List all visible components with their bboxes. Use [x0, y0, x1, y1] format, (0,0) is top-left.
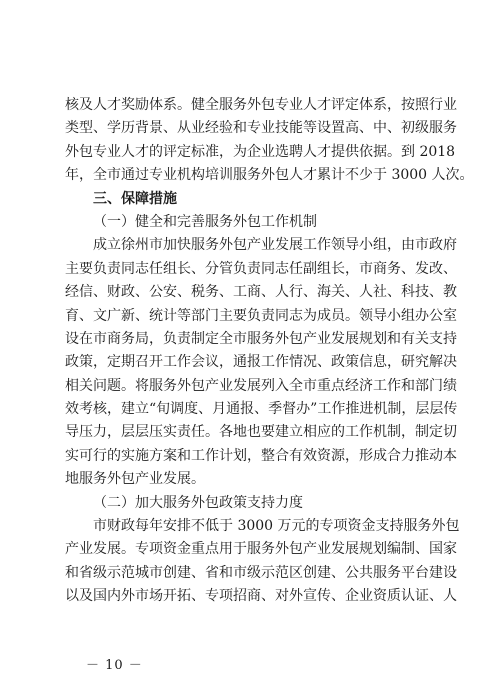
section-heading: 三、保障措施 [93, 190, 177, 207]
text-line: 政策，定期召开工作会议，通报工作情况、政策信息，研究解决 [65, 354, 457, 371]
text-line: 产业发展。专项资金重点用于服务外包产业发展规划编制、国家 [65, 541, 457, 558]
text-line: 效考核，建立“旬调度、月通报、季督办”工作推进机制，层层传 [65, 401, 458, 418]
text-line: 地服务外包产业发展。 [65, 471, 205, 488]
text-line: 年，全市通过专业机构培训服务外包人才累计不少于 3000 人次。 [65, 167, 474, 184]
text-line: 外包专业人才的评定标准，为企业选聘人才提供依据。到 2018 [65, 143, 456, 160]
text-line: 类型、学历背景、从业经验和专业技能等设置高、中、初级服务 [65, 120, 457, 137]
text-line: 经信、财政、公安、税务、工商、人行、海关、人社、科技、教 [65, 284, 457, 301]
document-body [65, 94, 474, 609]
text-line: 核及人才奖励体系。健全服务外包专业人才评定体系，按照行业 [65, 97, 457, 113]
text-line: 主要负责同志任组长、分管负责同志任副组长，市商务、发改、 [65, 260, 457, 277]
text-line: 和省级示范城市创建、省和市级示范区创建、公共服务平台建设 [65, 564, 457, 581]
text-line: 成立徐州市加快服务外包产业发展工作领导小组，由市政府 [93, 237, 457, 254]
subsection-heading: （一）健全和完善服务外包工作机制 [93, 213, 317, 230]
text-line: 设在市商务局，负责制定全市服务外包产业发展规划和有关支持 [65, 330, 457, 347]
text-line: 市财政每年安排不低于 3000 万元的专项资金支持服务外包 [93, 518, 460, 535]
text-line: 以及国内外市场开拓、专项招商、对外宣传、企业资质认证、人 [65, 588, 457, 605]
page-number: － 10 － [86, 658, 143, 673]
text-line: 育、文广新、统计等部门主要负责同志为成员。领导小组办公室 [65, 307, 457, 324]
subsection-heading: （二）加大服务外包政策支持力度 [93, 494, 303, 511]
text-line: 相关问题。将服务外包产业发展列入全市重点经济工作和部门绩 [65, 377, 457, 394]
text-line: 实可行的实施方案和工作计划，整合有效资源，形成合力推动本 [65, 447, 457, 464]
text-line: 导压力，层层压实责任。各地也要建立相应的工作机制，制定切 [65, 424, 457, 441]
